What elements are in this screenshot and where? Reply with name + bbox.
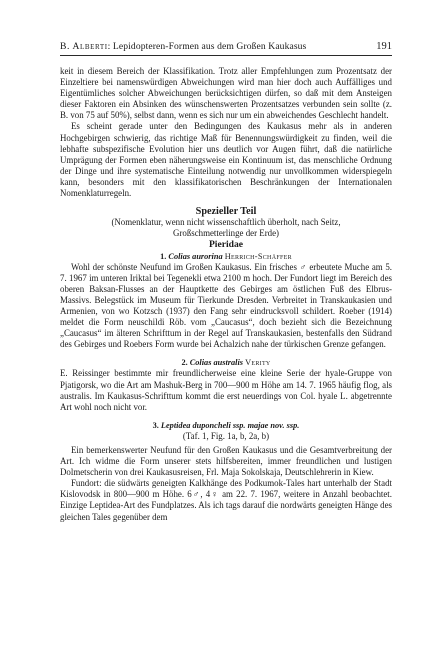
paragraph: Ein bemerkenswerter Neufund für den Großen Kaukasus und die Gesamtverbreitung der Art. Ich widme die Form unserer stets hilfsbereiten, immer freundlichen und lustigen Dolmetscherin von drei Kaukasusreisen, Frl. Maja Sokolskaja, Deutschlehrerin in Kiew. bbox=[60, 445, 392, 478]
body-text bbox=[60, 66, 392, 523]
species-number: 1. bbox=[160, 251, 167, 261]
species-heading bbox=[60, 357, 392, 368]
header-author: B. Alberti bbox=[60, 41, 108, 52]
species-heading bbox=[60, 251, 392, 262]
header-rule bbox=[60, 55, 392, 56]
family-heading: Pieridae bbox=[208, 239, 244, 251]
paragraph: Fundort: die südwärts geneigten Kalkhänge des Podkumok-Tales hart unterhalb der Stadt Kislovodsk in 800—900 m Höhe. 6♂, 4♀ am 22. 7. 1967, weitere in Anzahl beobachtet. Einzige Leptidea-Art des Fundplatzes. Als ich tags darauf die nordwärts geneigten Hänge des gleichen Tales gegenüber dem bbox=[60, 478, 392, 522]
paragraph: E. Reissinger bestimmte mir freundlicherweise eine kleine Serie der hyale-Gruppe von Pjatigorsk, wo die Art am Mashuk-Berg in 700—900 m Höhe am 14. 7. 1965 häufig flog, als australis. Im Kaukasus-Schrifttum kommt die erst neuerdings von Col. hyale L. abgetrennte Art wohl noch nicht vor. bbox=[60, 368, 392, 412]
species-name: Colias australis bbox=[189, 358, 244, 368]
paragraph: Wohl der schönste Neufund im Großen Kaukasus. Ein frisches ♂ erbeutete Muche am 5. 7. 1967 im unteren Iriktal bei Tegenekli etwa 2100 m hoch. Der Fundort liegt im Bereich des oberen Baksan-Flusses an der Hauptkette des Gebirges am östlichen Fuß des Elbrus-Massivs. Belegstück im Museum für Tierkunde Dresden. Verbreitet in Transkaukasien und Armenien, von wo Kotzsch (1937) den Fang sehr eindrucksvoll schildert. Roeber (1914) meldet die Form neuschildi Röb. vom „Caucasus“, doch bezieht sich die Bezeichnung „Caucasus“ im älteren Schrifttum in der Regel auf Transkaukasien, bestenfalls den Südrand des Gebirges und Roebers Form wurde bei Achalzich nahe der türkischen Grenze gefangen. bbox=[60, 261, 392, 350]
species-subspecies: ssp. majae nov. ssp. bbox=[232, 420, 300, 430]
section-title: Spezieller Teil bbox=[195, 206, 257, 218]
species-author: Herrich-Schäffer bbox=[224, 251, 292, 261]
species-number: 3. bbox=[152, 420, 159, 430]
species-heading bbox=[60, 420, 392, 431]
header-title: : Lepidopteren-Formen aus dem Großen Kaukasus bbox=[107, 41, 307, 52]
species-author: Verity bbox=[245, 358, 271, 368]
paragraph: keit in diesem Bereich der Klassifikation. Trotz aller Empfehlungen zum Prozentsatz der Einzeltiere bei namenswürdigen Abweichungen wird man hier doch auch Auffälliges und Eigentümliches solcher Abweichungen berücksichtigen dürfen, so daß mit dem Ansteigen dieser Faktoren ein Absinken des wünschenswerten Prozentsatzes verbunden sein sollte (z. B. von 75 auf 50%), selbst dann, wenn es sich nur um ein abweichendes Geschlecht handelt. bbox=[60, 66, 392, 121]
running-title bbox=[60, 41, 306, 52]
section-subtitle-line: Großschmetterlinge der Erde) bbox=[173, 228, 279, 239]
species-name: Colias aurorina bbox=[168, 251, 223, 261]
species-number: 2. bbox=[181, 358, 188, 368]
plate-reference: (Taf. 1, Fig. 1a, b, 2a, b) bbox=[182, 430, 270, 441]
page-number: 191 bbox=[376, 41, 392, 52]
paragraph: Es scheint gerade unter den Bedingungen des Kaukasus mehr als in anderen Hochgebirgen schwierig, das richtige Maß für Benennungswürdigkeit zu finden, weil die lebhafte subspezifische Evolution hier uns deutlich vor Augen führt, daß die natürliche Umprägung der Formen eben näherungsweise ein Kontinuum ist, das menschliche Ordnung der Dinge und ihre systematische Einteilung notwendig nur unvollkommen widerspiegeln kann, besonders mit den klassifikatorischen Beschränkungen der Internationalen Nomenklaturregeln. bbox=[60, 121, 392, 199]
running-header bbox=[60, 41, 392, 52]
section-subtitle-line: (Nomenklatur, wenn nicht wissenschaftlich überholt, nach Seitz, bbox=[111, 217, 341, 228]
species-name: Leptidea duponcheli bbox=[160, 420, 231, 430]
